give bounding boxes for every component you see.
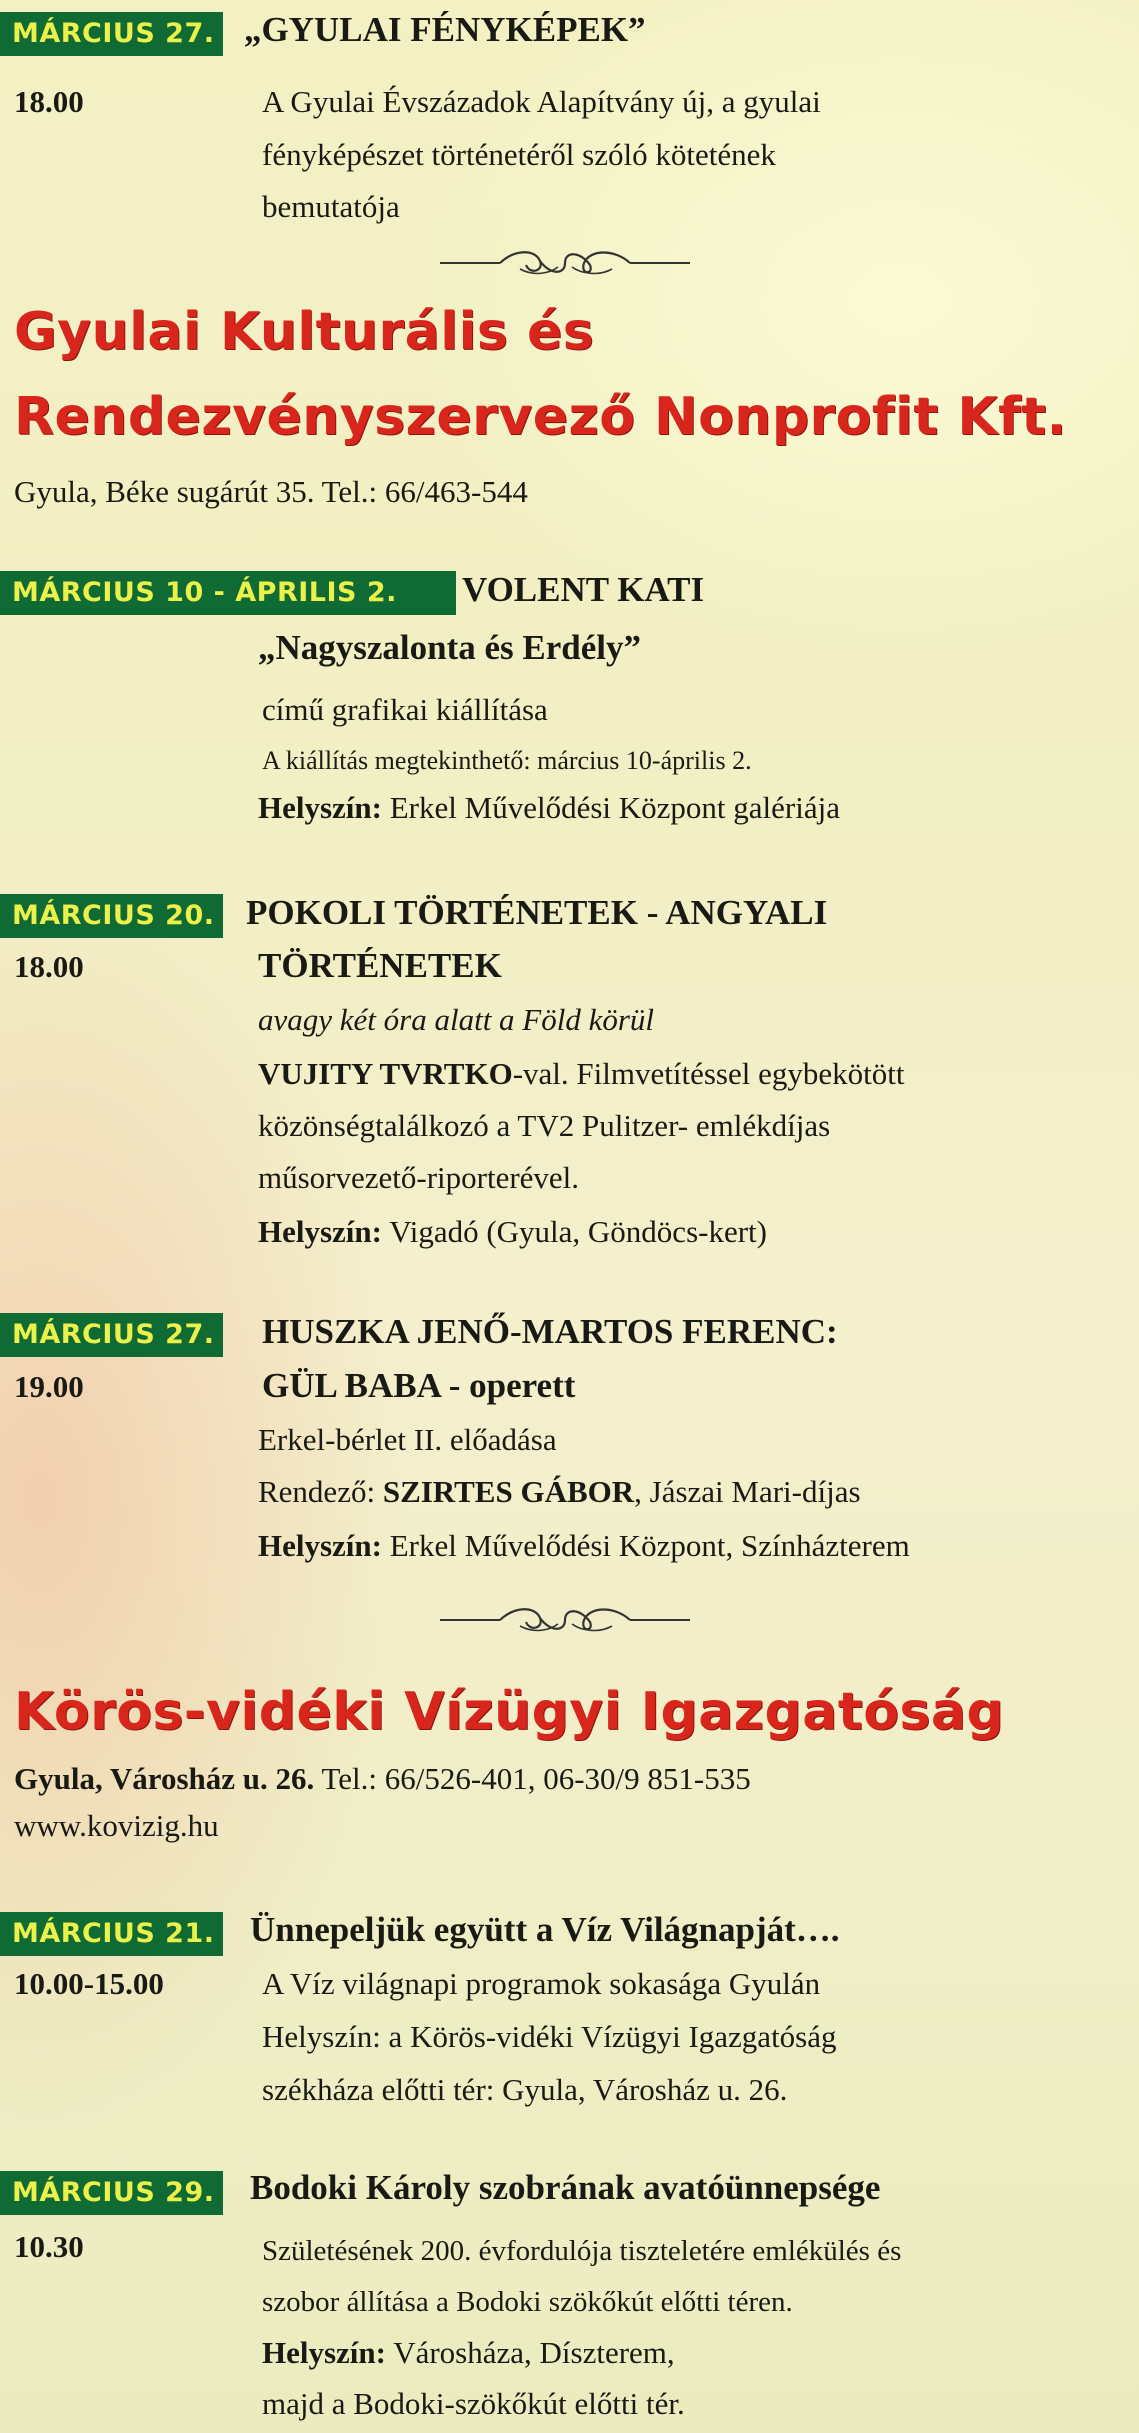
event-venue: Helyszín: Erkel Művelődési Központ galériája bbox=[258, 790, 840, 825]
event-title: „GYULAI FÉNYKÉPEK” bbox=[244, 10, 646, 49]
organization-name: Rendezvényszervező Nonprofit Kft. bbox=[14, 387, 1067, 447]
event-description-line: Helyszín: a Körös-vidéki Vízügyi Igazgatóság bbox=[262, 2019, 837, 2054]
event-description-line: majd a Bodoki-szökőkút előtti tér. bbox=[262, 2386, 685, 2421]
event-time: 19.00 bbox=[14, 1369, 84, 1404]
event-title: GÜL BABA - operett bbox=[262, 1366, 576, 1405]
event-time: 10.00-15.00 bbox=[14, 1966, 164, 2001]
event-title: Bodoki Károly szobrának avatóünnepsége bbox=[250, 2168, 881, 2207]
event-tagline: avagy két óra alatt a Föld körül bbox=[258, 1002, 655, 1037]
event-subtitle: „Nagyszalonta és Erdély” bbox=[258, 628, 642, 667]
event-title: VOLENT KATI bbox=[462, 570, 705, 609]
event-description-line: A kiállítás megtekinthető: március 10-április 2. bbox=[262, 746, 752, 775]
event-time: 18.00 bbox=[14, 84, 84, 119]
event-description-line: című grafikai kiállítása bbox=[262, 692, 548, 727]
event-time: 10.30 bbox=[14, 2229, 84, 2264]
event-description-line: Erkel-bérlet II. előadása bbox=[258, 1422, 557, 1457]
event-title: HUSZKA JENŐ-MARTOS FERENC: bbox=[262, 1312, 838, 1351]
organization-address: Gyula, Béke sugárút 35. Tel.: 66/463-544 bbox=[14, 474, 528, 509]
event-venue: Helyszín: Városháza, Díszterem, bbox=[262, 2335, 675, 2370]
event-description-line: A Víz világnapi programok sokasága Gyulán bbox=[262, 1966, 821, 2001]
event-description-line: fényképészet történetéről szóló kötetének bbox=[262, 137, 776, 172]
ornament-divider-icon bbox=[440, 245, 690, 281]
event-description-line: közönségtalálkozó a TV2 Pulitzer- emlékdíjas bbox=[258, 1108, 831, 1143]
ornament-divider-icon bbox=[440, 1602, 690, 1638]
date-badge: MÁRCIUS 27. bbox=[0, 12, 223, 56]
date-badge: MÁRCIUS 10 - ÁPRILIS 2. bbox=[0, 571, 456, 615]
event-description-line: VUJITY TVRTKO-val. Filmvetítéssel egybekötött bbox=[258, 1056, 905, 1091]
event-description-line: A Gyulai Évszázadok Alapítvány új, a gyulai bbox=[262, 84, 821, 119]
event-description-line: bemutatója bbox=[262, 189, 400, 224]
organization-name: Gyulai Kulturális és bbox=[14, 302, 595, 362]
date-badge: MÁRCIUS 29. bbox=[0, 2171, 223, 2215]
date-badge: MÁRCIUS 27. bbox=[0, 1313, 223, 1357]
event-description-line: szobor állítása a Bodoki szökőkút előtti téren. bbox=[262, 2286, 793, 2318]
organization-name: Körös-vidéki Vízügyi Igazgatóság bbox=[14, 1682, 1005, 1742]
event-venue: Helyszín: Vigadó (Gyula, Göndöcs-kert) bbox=[258, 1214, 767, 1249]
event-description-line: Születésének 200. évfordulója tiszteletére emlékülés és bbox=[262, 2235, 902, 2267]
event-description-line: műsorvezető-riporterével. bbox=[258, 1160, 580, 1195]
event-time: 18.00 bbox=[14, 949, 84, 984]
event-title: TÖRTÉNETEK bbox=[258, 946, 502, 985]
event-description-line: székháza előtti tér: Gyula, Városház u. 26. bbox=[262, 2072, 788, 2107]
event-title: POKOLI TÖRTÉNETEK - ANGYALI bbox=[246, 893, 828, 932]
organization-website[interactable]: www.kovizig.hu bbox=[14, 1808, 219, 1843]
date-badge: MÁRCIUS 21. bbox=[0, 1912, 223, 1956]
event-venue: Helyszín: Erkel Művelődési Központ, Színházterem bbox=[258, 1528, 910, 1563]
event-title: Ünnepeljük együtt a Víz Világnapját…. bbox=[250, 1910, 840, 1949]
organization-address: Gyula, Városház u. 26. Tel.: 66/526-401, 06-30/9 851-535 bbox=[14, 1761, 751, 1796]
date-badge: MÁRCIUS 20. bbox=[0, 894, 223, 938]
event-director: Rendező: SZIRTES GÁBOR, Jászai Mari-díjas bbox=[258, 1474, 861, 1509]
